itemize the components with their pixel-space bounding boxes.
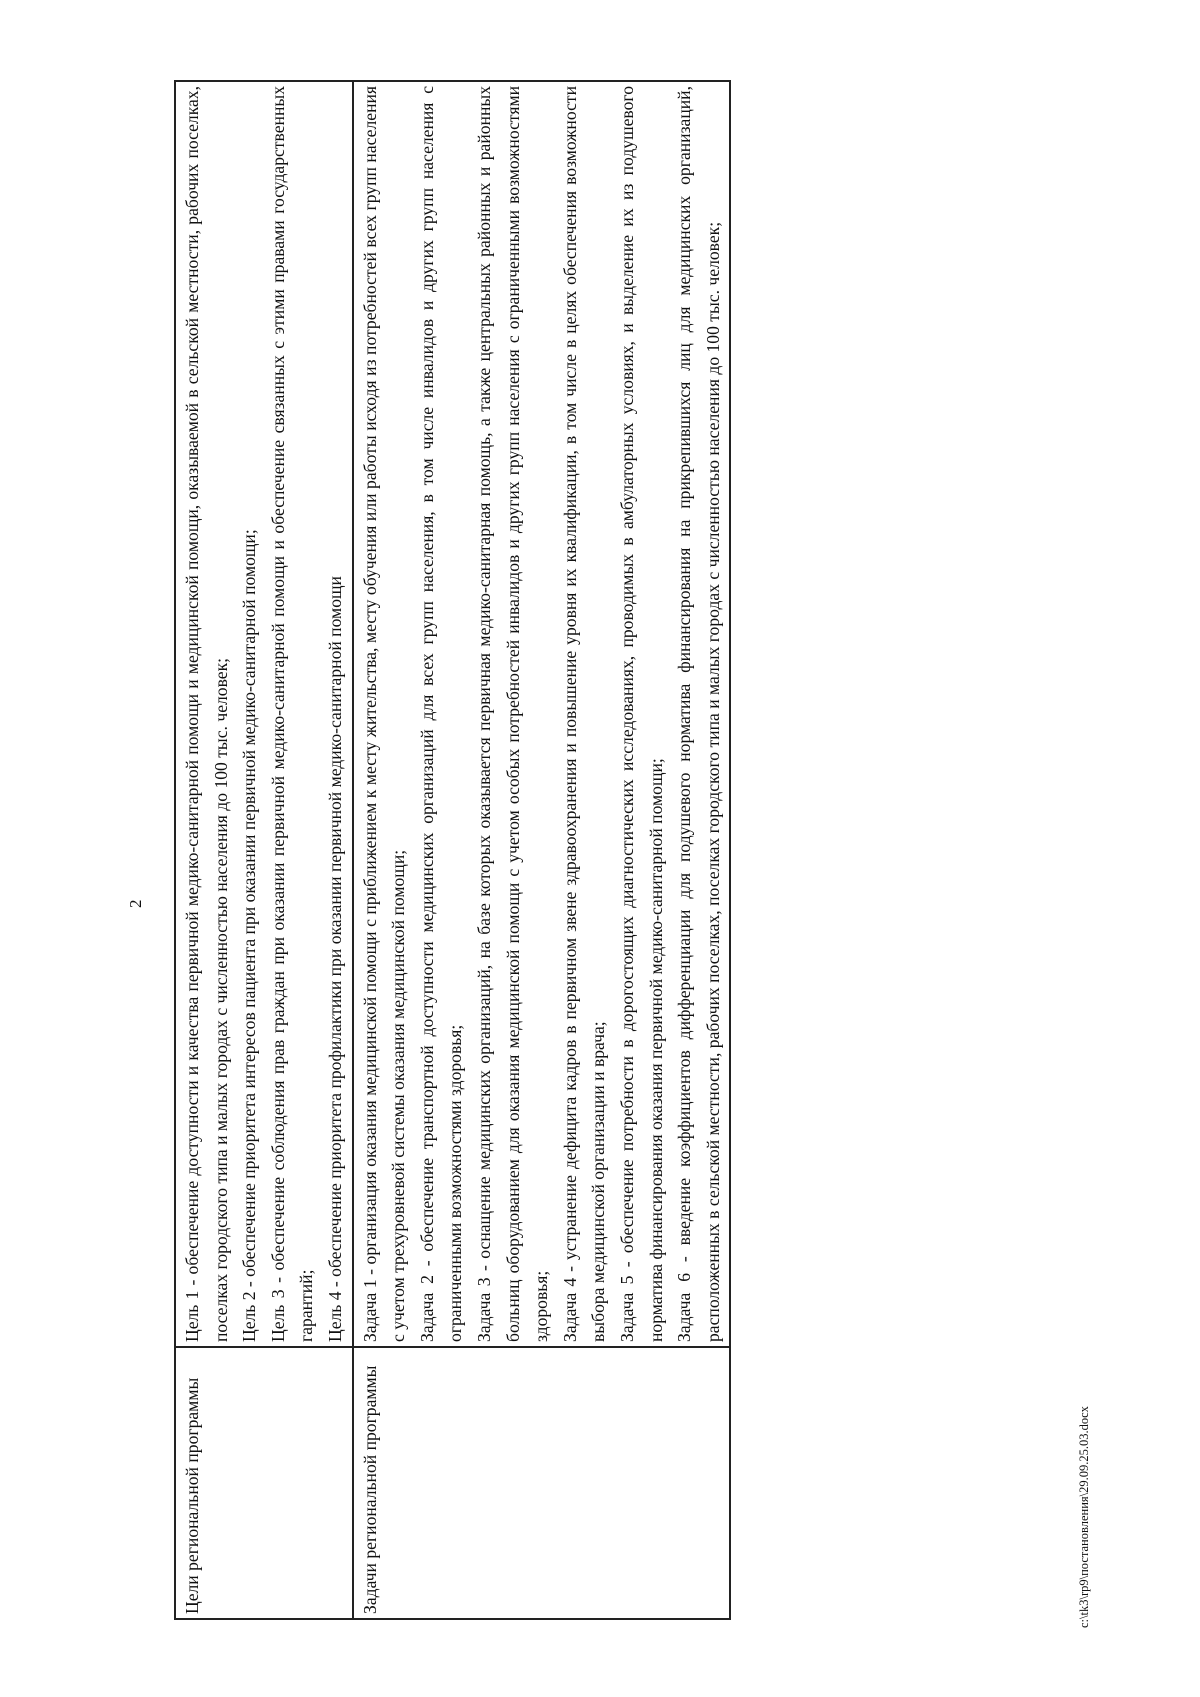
goal-2: Цель 2 - обеспечение приоритета интересов пациента при оказании первичной медико-санитарной помощи; [239,529,260,1342]
table-row-goals [175,81,353,1619]
goals-cell [175,81,353,1347]
tasks-cell [353,81,731,1347]
goal-3: Цель 3 - обеспечение соблюдения прав граждан при оказании первичной медико-санитарной помощи и обеспечение связанных с этими правами государственных гарантий; [267,86,317,1342]
footer-file-path: c:\tk3\rp9\постановления\29.09.25.03.docx [1077,1406,1091,1628]
row-label-goals: Цели региональной программы [175,1347,353,1619]
task-5: Задача 5 - обеспечение потребности в дорогостоящих диагностических исследованиях, проводимых в амбулаторных условиях, и выделение их из подушевого норматива финансирования оказания первичной медико-санитарной помощи; [616,86,666,1342]
task-2: Задача 2 - обеспечение транспортной доступности медицинских организаций для всех групп населения, в том числе инвалидов и других групп населения с ограниченными возможностями здоровья; [416,86,466,1342]
page-number: 2 [126,899,145,908]
task-4: Задача 4 - устранение дефицита кадров в первичном звене здравоохранения и повышение уровня их квалификации, в том числе в целях обеспечения возможности выбора медицинской организации и врача; [559,86,609,1342]
program-table [174,80,731,1620]
task-6: Задача 6 - введение коэффициентов дифференциации для подушевого норматива финансирования на прикрепившихся лиц для медицинских организаций, расположенных в сельской местности, рабочих поселках, поселках городского типа и малых городах с численностью населения до 100 тыс. человек; [674,86,723,1342]
task-3: Задача 3 - оснащение медицинских организаций, на базе которых оказывается первичная медико-санитарная помощь, а также центральных районных и районных больниц оборудованием для оказания медицинской помощи с учетом особых потребностей инвалидов и других групп населения с ограниченными возможностями здоровья; [473,86,552,1342]
table-row-tasks [353,81,731,1619]
goal-1: Цель 1 - обеспечение доступности и качества первичной медико-санитарной помощи и медицинской помощи, оказываемой в сельской местности, рабочих поселках, поселках городского типа и малых городах с численностью населения до 100 тыс. человек; [182,86,231,1342]
task-1: Задача 1 - организация оказания медицинской помощи с приближением к месту жительства, месту обучения или работы исходя из потребностей всех групп населения с учетом трехуровневой системы оказания медицинской помощи; [359,86,409,1342]
row-label-tasks: Задачи региональной программы [353,1347,731,1619]
landscape-page [78,80,1098,1628]
goal-4: Цель 4 - обеспечение приоритета профилактики при оказании первичной медико-санитарной помощи [324,576,345,1342]
